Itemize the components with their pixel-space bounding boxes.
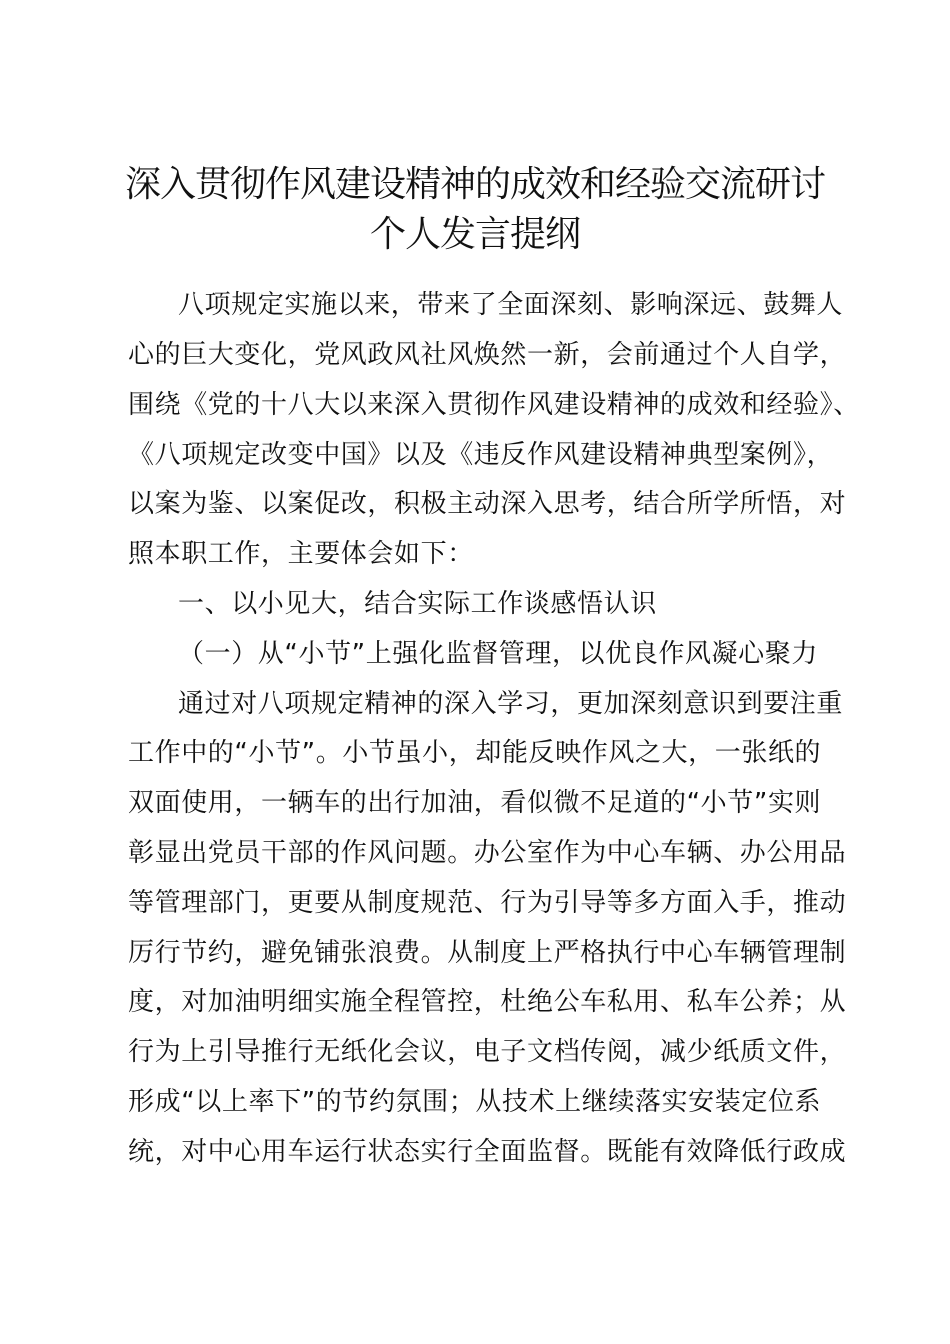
subsection-heading: （一）从“小节”上强化监督管理，以优良作风凝心聚力: [178, 639, 818, 669]
paragraph-line: 以案为鉴、以案促改，积极主动深入思考，结合所学所悟，对: [128, 489, 847, 519]
paragraph-line: 度，对加油明细实施全程管控，杜绝公车私用、私车公养；从: [128, 987, 847, 1017]
paragraph-line: 形成“以上率下”的节约氛围；从技术上继续落实安装定位系: [128, 1087, 822, 1117]
section-heading: 一、以小见大，结合实际工作谈感悟认识: [178, 589, 657, 619]
paragraph-line: 等管理部门，更要从制度规范、行为引导等多方面入手，推动: [128, 888, 847, 918]
document-title-line-2: 个人发言提纲: [369, 214, 580, 255]
paragraph-line: 双面使用，一辆车的出行加油，看似微不足道的“小节”实则: [128, 788, 822, 818]
paragraph-line: 统，对中心用车运行状态实行全面监督。既能有效降低行政成: [128, 1137, 847, 1167]
paragraph-line: 《八项规定改变中国》以及《违反作风建设精神典型案例》，: [128, 440, 834, 470]
paragraph-line: 照本职工作，主要体会如下：: [128, 539, 474, 569]
paragraph-line: 八项规定实施以来，带来了全面深刻、影响深远、鼓舞人: [178, 290, 844, 320]
paragraph-line: 厉行节约，避免铺张浪费。从制度上严格执行中心车辆管理制: [128, 938, 847, 968]
document-title-line-1: 深入贯彻作风建设精神的成效和经验交流研讨: [124, 164, 825, 205]
paragraph-line: 通过对八项规定精神的深入学习，更加深刻意识到要注重: [178, 689, 844, 719]
paragraph-line: 心的巨大变化，党风政风社风焕然一新，会前通过个人自学，: [128, 340, 847, 370]
paragraph-line: 工作中的“小节”。小节虽小，却能反映作风之大，一张纸的: [128, 738, 822, 768]
paragraph-line: 围绕《党的十八大以来深入贯彻作风建设精神的成效和经验》、: [128, 390, 860, 420]
paragraph-line: 行为上引导推行无纸化会议，电子文档传阅，减少纸质文件，: [128, 1037, 847, 1067]
paragraph-line: 彰显出党员干部的作风问题。办公室作为中心车辆、办公用品: [128, 838, 847, 868]
